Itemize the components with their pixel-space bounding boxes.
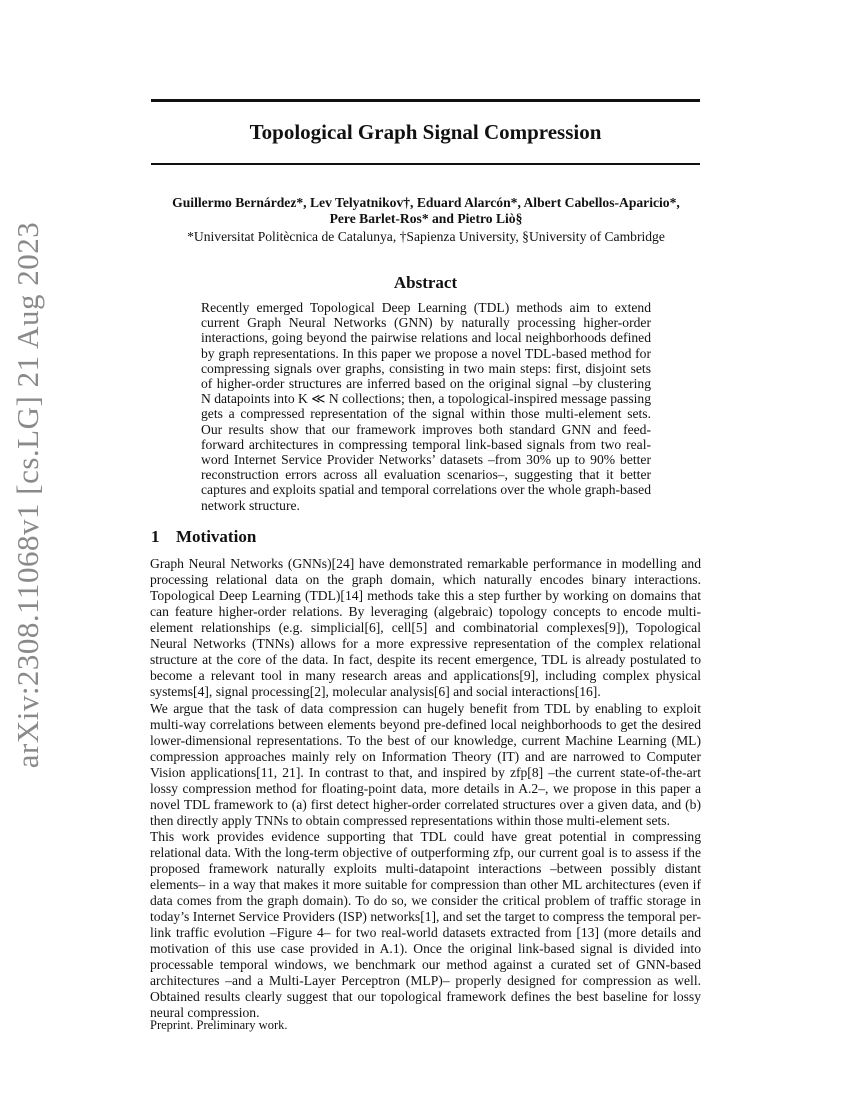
section-title: Motivation xyxy=(176,527,257,546)
section-number: 1 xyxy=(151,527,160,546)
abstract-body: Recently emerged Topological Deep Learning (TDL) methods aim to extend current Graph Neural Networks (GNN) by naturally processing higher-order interactions, going beyond the pairwise relations and local neighborhoods defined by graph representations. In this paper we propose a novel TDL-based method for compressing signals over graphs, consisting in two main steps: first, disjoint sets of higher-order structures are inferred based on the original signal –by clustering N datapoints into K ≪ N collections; then, a topological-inspired message passing gets a compressed representation of the signal within those multi-element sets. Our results show that our framework improves both standard GNN and feed-forward architectures in compressing temporal link-based signals from two real-word Internet Service Provider Networks’ datasets –from 30% up to 90% better reconstruction errors across all evaluation scenarios–, suggesting that it better captures and exploits spatial and temporal correlations over the whole graph-based network structure. xyxy=(201,300,651,513)
paper-title: Topological Graph Signal Compression xyxy=(249,120,602,144)
arxiv-sidebar-stamp xyxy=(0,221,56,769)
section-heading xyxy=(151,527,256,547)
author-list xyxy=(140,195,712,227)
paragraph-2: We argue that the task of data compression can hugely benefit from TDL by enabling to exploit multi-way correlations between elements beyond pre-defined local neighborhoods to get the desired lower-dimensional representations. To the best of our knowledge, current Machine Learning (ML) compression approaches mainly rely on Information Theory (IT) and are narrowed to Computer Vision applications[11, 21]. In contrast to that, and inspired by zfp[8] –the current state-of-the-art lossy compression method for floating-point data, more details in A.2–, we propose in this paper a novel TDL framework to (a) first detect higher-order correlated structures over a given data, and (b) then directly apply TNNs to obtain compressed representations within those multi-element sets. xyxy=(150,701,701,828)
title-rule-bottom xyxy=(151,163,700,165)
paragraph-1: Graph Neural Networks (GNNs)[24] have demonstrated remarkable performance in modelling and processing relational data on the graph domain, which naturally encodes binary interactions. Topological Deep Learning (TDL)[14] methods take this a step further by working on domains that can feature higher-order relations. By leveraging (algebraic) topology concepts to encode multi-element relationships (e.g. simplicial[6], cell[5] and combinatorial complexes[9]), Topological Neural Networks (TNNs) allows for a more expressive representation of the complex relational structure at the core of the data. In fact, despite its recent emergence, TDL is already postulated to become a relevant tool in many research areas and applications[9], including complex physical systems[4], signal processing[2], molecular analysis[6] and social interactions[16]. xyxy=(150,556,701,699)
authors-line-1: Guillermo Bernárdez*, Lev Telyatnikov†, Eduard Alarcón*, Albert Cabellos-Aparicio*, xyxy=(172,195,680,210)
arxiv-identifier: arXiv:2308.11068v1 [cs.LG] 21 Aug 2023 xyxy=(10,221,45,769)
paragraph-3: This work provides evidence supporting that TDL could have great potential in compressing relational data. With the long-term objective of outperforming zfp, our current goal is to assess if the proposed framework naturally exploits multi-datapoint interactions –between possibly distant elements– in a way that makes it more suitable for compression than other ML architectures (even if data comes from the graph domain). To do so, we consider the critical problem of traffic storage in today’s Internet Service Providers (ISP) networks[1], and set the target to compress the temporal per-link traffic evolution –Figure 4– for two real-world datasets extracted from [13] (more details and motivation of this use case provided in A.1). Once the original link-based signal is divided into processable temporal windows, we benchmark our method against a curated set of GNN-based architectures –and a Multi-Layer Perceptron (MLP)– properly designed for compression as well. Obtained results clearly suggest that our topological framework defines the best baseline for lossy neural compression. xyxy=(150,829,701,1020)
authors-line-2: Pere Barlet-Ros* and Pietro Liò§ xyxy=(329,211,523,226)
footer-note: Preprint. Preliminary work. xyxy=(150,1018,288,1032)
affiliations: *Universitat Politècnica de Catalunya, †Sapienza University, §University of Cambridge xyxy=(187,229,665,244)
abstract-heading: Abstract xyxy=(393,273,458,292)
title-rule-top xyxy=(151,99,700,102)
